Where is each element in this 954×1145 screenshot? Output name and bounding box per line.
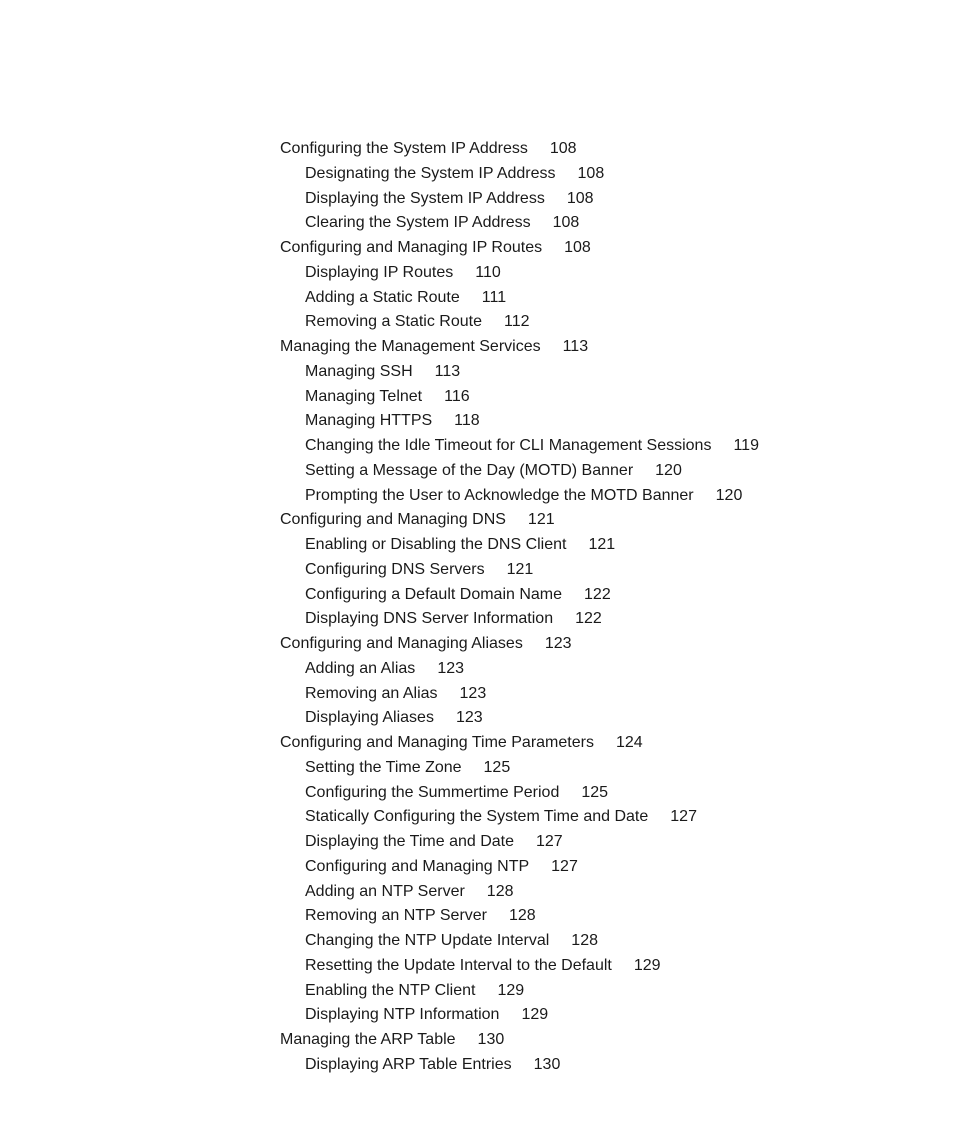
toc-entry-title[interactable]: Managing Telnet	[305, 387, 423, 405]
toc-entry-title[interactable]: Configuring and Managing IP Routes	[280, 239, 543, 256]
toc-entry-title[interactable]: Displaying the Time and Date	[305, 833, 514, 850]
toc-subentry[interactable]	[280, 979, 900, 1004]
toc-entry-title[interactable]: Displaying ARP Table Entries	[305, 1055, 512, 1073]
toc-subentry[interactable]	[280, 682, 900, 707]
toc-subentry[interactable]	[280, 484, 900, 509]
toc-subentry[interactable]	[280, 583, 900, 608]
toc-entry-title[interactable]: Resetting the Update Interval to the Default	[305, 956, 612, 974]
toc-entry-page[interactable]: 125	[581, 783, 609, 801]
toc-entry-title[interactable]: Configuring DNS Servers	[305, 560, 485, 578]
toc-entry-page[interactable]: 127	[670, 808, 697, 826]
toc-subentry[interactable]	[280, 385, 900, 410]
toc-entry-page[interactable]: 125	[483, 758, 511, 776]
toc-entry-page[interactable]: 108	[577, 164, 605, 182]
toc-entry-page[interactable]: 122	[584, 585, 611, 603]
toc-entry-page[interactable]: 128	[509, 907, 536, 925]
toc-entry-title[interactable]: Configuring and Managing NTP	[305, 857, 530, 875]
toc-entry-title[interactable]: Clearing the System IP Address	[305, 214, 531, 232]
toc-entry-title[interactable]: Removing a Static Route	[305, 313, 482, 331]
toc-subentry[interactable]	[280, 310, 900, 335]
toc-entry[interactable]	[280, 335, 900, 360]
toc-entry-page[interactable]: 127	[551, 857, 578, 875]
toc-entry-title[interactable]: Designating the System IP Address	[305, 164, 556, 182]
toc-entry-page[interactable]: 116	[444, 387, 470, 405]
toc-entry-title[interactable]: Managing the ARP Table	[280, 1031, 456, 1048]
toc-subentry[interactable]	[280, 434, 900, 459]
toc-subentry[interactable]	[280, 533, 900, 558]
toc-entry-title[interactable]: Setting the Time Zone	[305, 758, 462, 776]
toc-entry-page[interactable]: 108	[549, 140, 577, 157]
toc-entry-title[interactable]: Adding an Alias	[305, 659, 416, 677]
toc-entry-title[interactable]: Enabling or Disabling the DNS Client	[305, 536, 567, 553]
toc-entry-title[interactable]: Configuring a Default Domain Name	[305, 585, 563, 603]
toc-entry-page[interactable]: 123	[544, 635, 572, 652]
toc-entry-title[interactable]: Statically Configuring the System Time and Date	[305, 808, 649, 826]
toc-entry-page[interactable]: 121	[527, 511, 555, 529]
toc-subentry[interactable]	[280, 756, 900, 781]
toc-entry-page[interactable]: 111	[481, 288, 507, 306]
toc-subentry[interactable]	[280, 261, 900, 286]
toc-entry-title[interactable]: Enabling the NTP Client	[305, 981, 476, 999]
toc-entry-page[interactable]: 108	[552, 214, 580, 232]
toc-subentry[interactable]	[280, 162, 900, 187]
toc-entry-title[interactable]: Configuring and Managing Aliases	[280, 635, 523, 652]
toc-entry-title[interactable]: Managing HTTPS	[305, 412, 433, 430]
toc-subentry[interactable]	[280, 187, 900, 212]
toc-entry-page[interactable]: 130	[533, 1055, 561, 1073]
toc-subentry[interactable]	[280, 1053, 900, 1078]
toc-subentry[interactable]	[280, 360, 900, 385]
toc-entry[interactable]	[280, 508, 900, 533]
toc-entry-page[interactable]: 129	[521, 1006, 549, 1024]
toc-subentry[interactable]	[280, 830, 900, 855]
toc-entry[interactable]	[280, 731, 900, 756]
toc-entry-title[interactable]: Managing the Management Services	[280, 338, 541, 355]
toc-entry-page[interactable]: 122	[575, 610, 602, 628]
toc-entry-page[interactable]: 120	[655, 461, 682, 479]
toc-subentry[interactable]	[280, 929, 900, 954]
toc-entry-page[interactable]: 123	[437, 659, 465, 677]
toc-entry-title[interactable]: Prompting the User to Acknowledge the MOTD Banner	[305, 486, 694, 504]
toc-entry-page[interactable]: 130	[477, 1031, 505, 1048]
toc-subentry[interactable]	[280, 211, 900, 236]
toc-entry-page[interactable]: 108	[566, 189, 594, 207]
toc-entry-title[interactable]: Adding a Static Route	[305, 288, 460, 306]
toc-entry-page[interactable]: 128	[571, 932, 598, 949]
toc-subentry[interactable]	[280, 657, 900, 682]
toc-entry-page[interactable]: 128	[486, 882, 514, 900]
toc-entry-page[interactable]: 121	[588, 536, 616, 553]
toc-entry-title[interactable]: Removing an NTP Server	[305, 907, 487, 925]
toc-entry-title[interactable]: Configuring and Managing DNS	[280, 511, 506, 529]
toc-subentry[interactable]	[280, 855, 900, 880]
toc-entry-page[interactable]: 113	[562, 338, 589, 355]
toc-entry-title[interactable]: Setting a Message of the Day (MOTD) Banner	[305, 461, 634, 479]
toc-entry-page[interactable]: 112	[503, 313, 530, 331]
toc-entry-title[interactable]: Changing the NTP Update Interval	[305, 932, 550, 949]
toc-entry-title[interactable]: Removing an Alias	[305, 684, 438, 702]
toc-entry-title[interactable]: Displaying the System IP Address	[305, 189, 545, 207]
toc-entry[interactable]	[280, 236, 900, 261]
toc-entry[interactable]	[280, 137, 900, 162]
toc-entry-page[interactable]: 110	[475, 263, 501, 281]
toc-entry-title[interactable]: Configuring the Summertime Period	[305, 783, 560, 801]
toc-entry[interactable]	[280, 632, 900, 657]
toc-subentry[interactable]	[280, 781, 900, 806]
toc-subentry[interactable]	[280, 558, 900, 583]
toc-entry-title[interactable]: Configuring the System IP Address	[280, 140, 528, 157]
toc-subentry[interactable]	[280, 1003, 900, 1028]
toc-entry-page[interactable]: 119	[733, 437, 759, 454]
toc-entry-title[interactable]: Changing the Idle Timeout for CLI Management Sessions	[305, 437, 712, 454]
toc-entry-title[interactable]: Displaying DNS Server Information	[305, 610, 554, 628]
toc-subentry[interactable]	[280, 409, 900, 434]
toc-entry-page[interactable]: 129	[497, 981, 525, 999]
toc-entry-page[interactable]: 118	[454, 412, 480, 430]
toc-entry-title[interactable]: Displaying Aliases	[305, 709, 434, 727]
toc-subentry[interactable]	[280, 459, 900, 484]
toc-entry-page[interactable]: 120	[715, 486, 743, 504]
toc-entry-page[interactable]: 108	[564, 239, 591, 256]
toc-entry-page[interactable]: 127	[536, 833, 563, 850]
toc-subentry[interactable]	[280, 954, 900, 979]
toc-entry-page[interactable]: 129	[633, 956, 661, 974]
table-of-contents	[280, 137, 900, 1078]
toc-entry-title[interactable]: Displaying NTP Information	[305, 1006, 500, 1024]
toc-subentry[interactable]	[280, 904, 900, 929]
toc-entry-page[interactable]: 124	[615, 734, 643, 751]
toc-entry-title[interactable]: Configuring and Managing Time Parameters	[280, 734, 594, 751]
toc-entry-page[interactable]: 121	[506, 560, 534, 578]
toc-subentry[interactable]	[280, 880, 900, 905]
toc-subentry[interactable]	[280, 607, 900, 632]
toc-entry-page[interactable]: 123	[459, 684, 487, 702]
toc-entry-title[interactable]: Managing SSH	[305, 362, 413, 380]
toc-entry-page[interactable]: 123	[455, 709, 483, 727]
toc-entry-title[interactable]: Displaying IP Routes	[305, 263, 454, 281]
toc-entry-page[interactable]: 113	[434, 362, 461, 380]
toc-entry-title[interactable]: Adding an NTP Server	[305, 882, 465, 900]
toc-entry[interactable]	[280, 1028, 900, 1053]
toc-subentry[interactable]	[280, 805, 900, 830]
toc-subentry[interactable]	[280, 706, 900, 731]
toc-subentry[interactable]	[280, 286, 900, 311]
